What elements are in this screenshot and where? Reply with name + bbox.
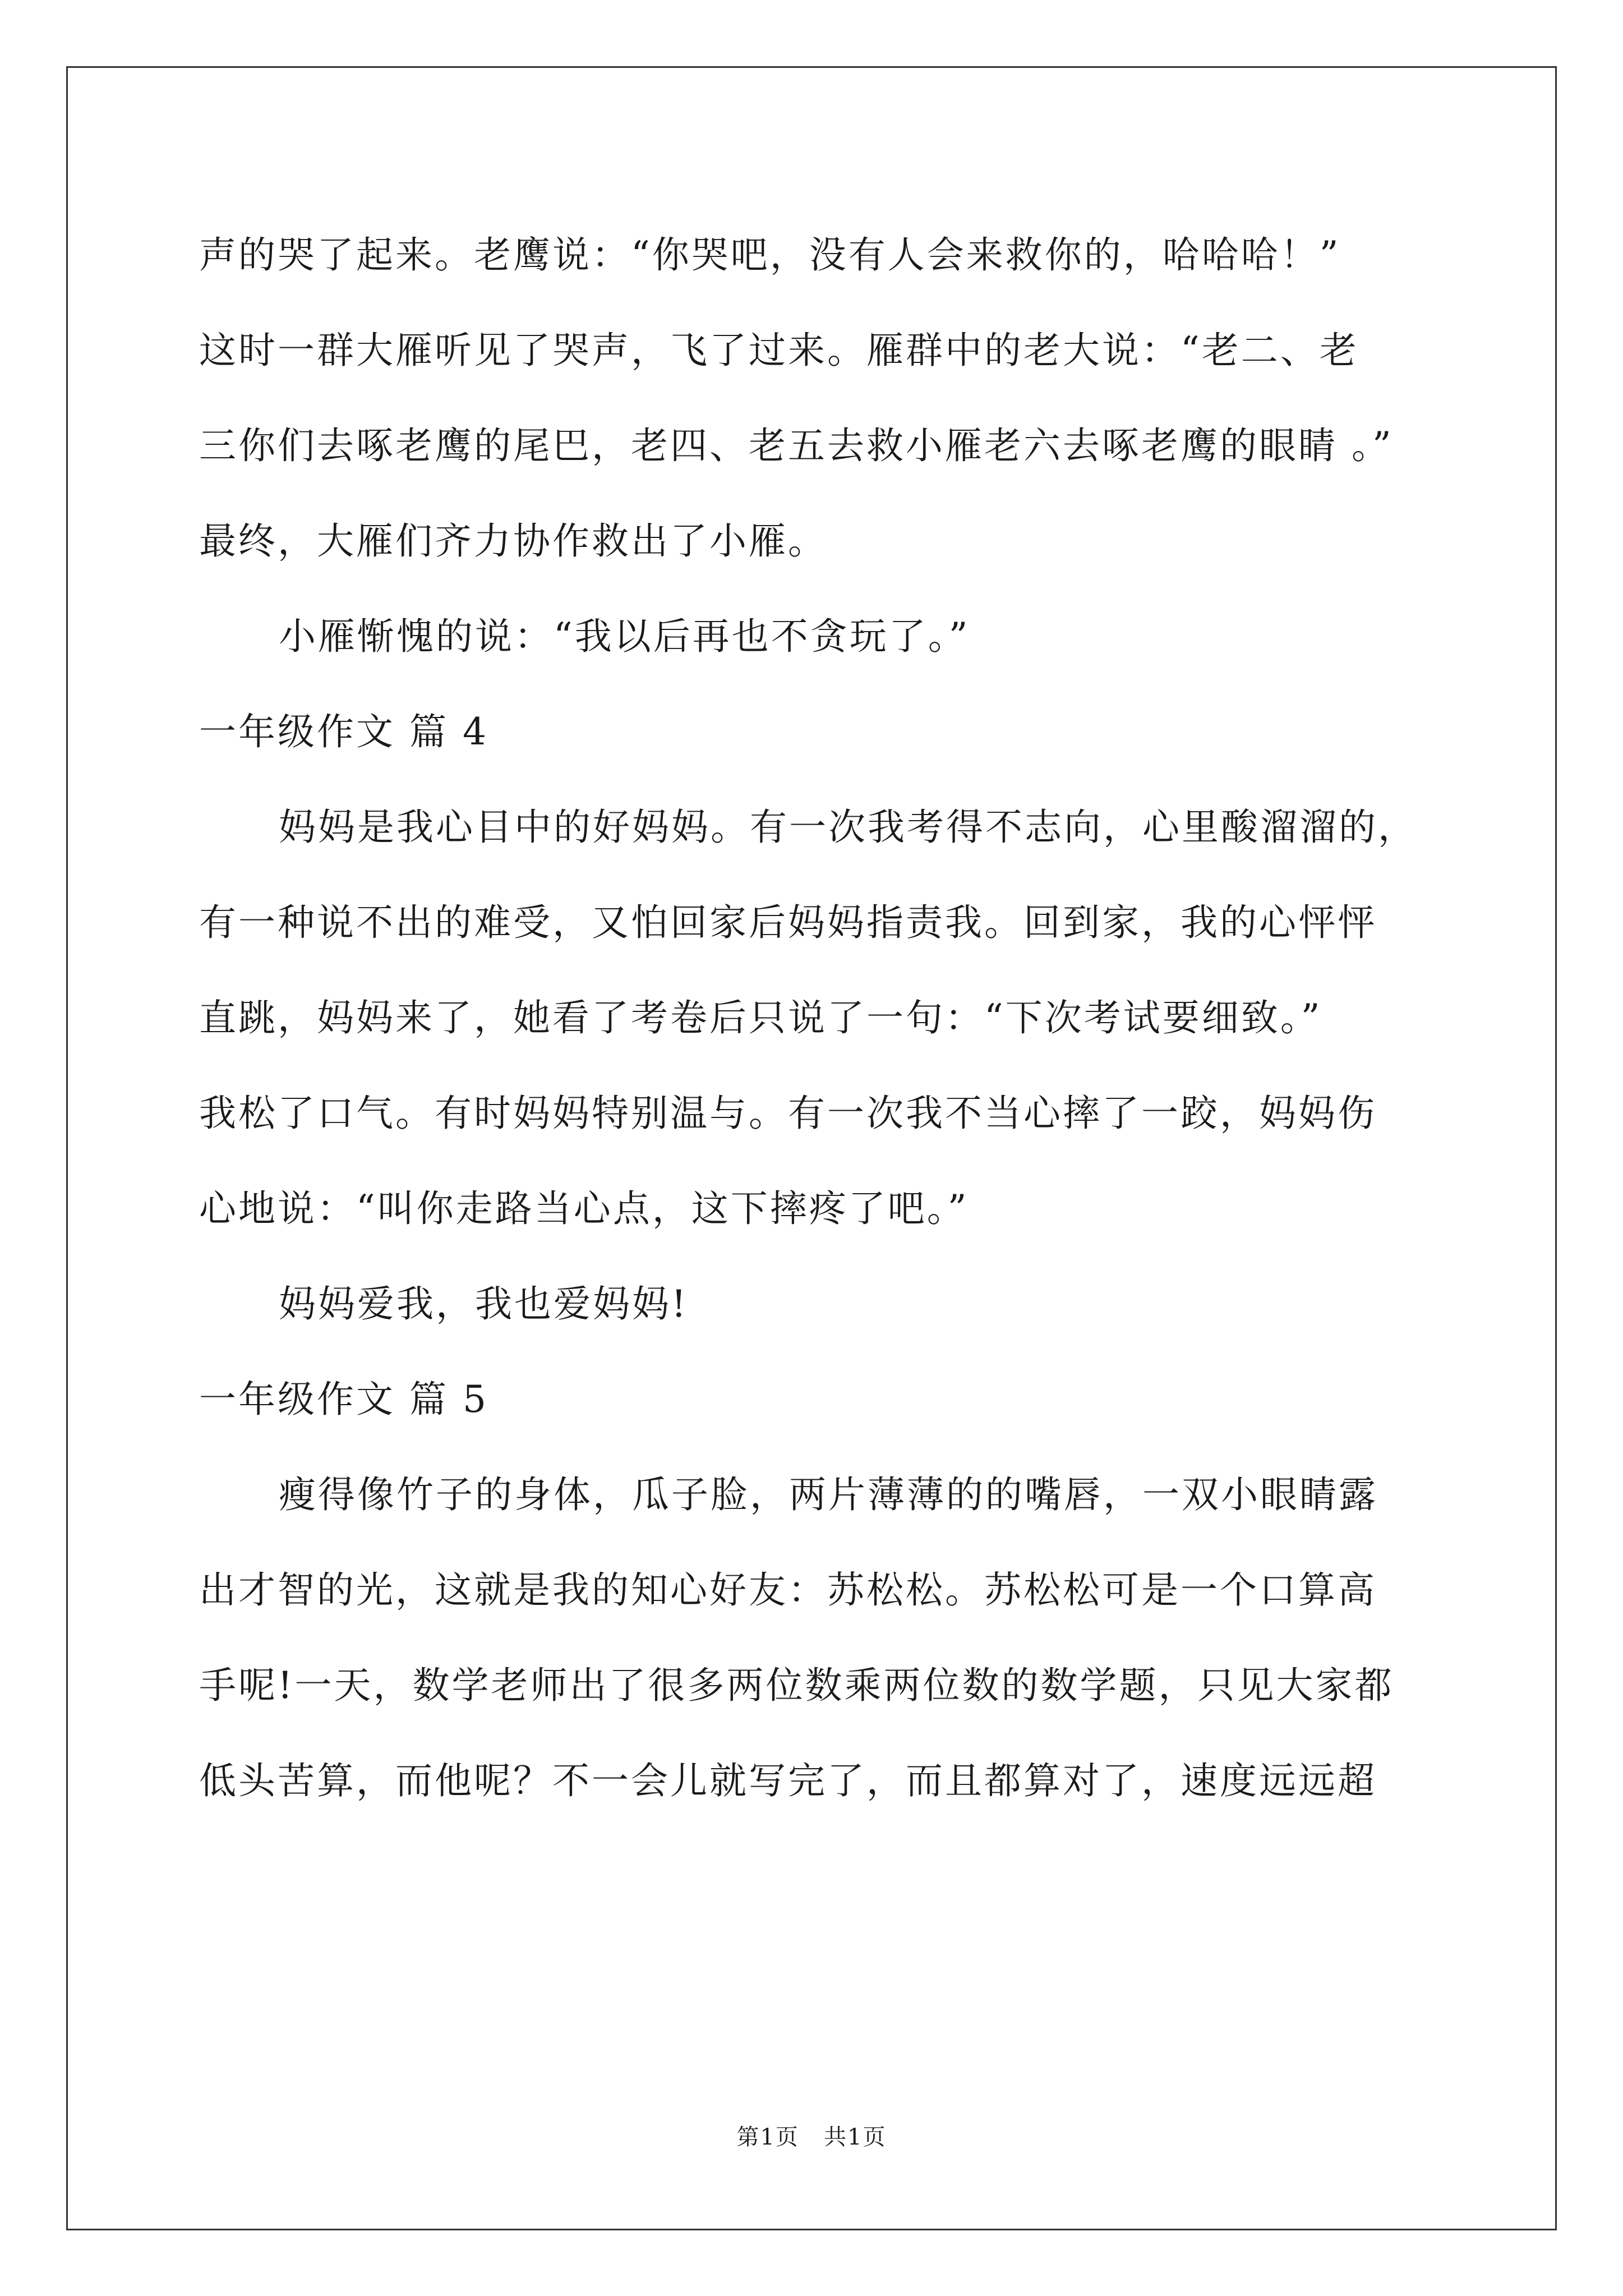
paragraph-line: 瘦得像竹子的身体，瓜子脸，两片薄薄的的嘴唇，一双小眼睛露 <box>279 1473 1378 1516</box>
paragraph-line: 妈妈是我心目中的好妈妈。有一次我考得不志向，心里酸溜溜的， <box>279 806 1417 849</box>
paragraph-line: 三你们去啄老鹰的尾巴，老四、老五去救小雁老六去啄老鹰的眼睛 。” <box>199 424 1394 467</box>
document-body <box>199 208 1500 1829</box>
paragraph-line: 有一种说不出的难受，又怕回家后妈妈指责我。回到家，我的心怦怦 <box>199 901 1377 944</box>
paragraph-line: 我松了口气。有时妈妈特别温与。有一次我不当心摔了一跤，妈妈伤 <box>199 1092 1377 1135</box>
paragraph-line: 心地说：“叫你走路当心点，这下摔疼了吧。” <box>199 1187 969 1230</box>
paragraph-line: 妈妈爱我，我也爱妈妈! <box>279 1282 689 1326</box>
page-footer: 第1页 共1页 <box>736 2124 887 2150</box>
section-heading: 一年级作文 篇 4 <box>199 710 488 753</box>
paragraph-line: 手呢!一天，数学老师出了很多两位数乘两位数的数学题，只见大家都 <box>199 1664 1394 1707</box>
paragraph-line: 这时一群大雁听见了哭声，飞了过来。雁群中的老大说：“老二、老 <box>199 329 1359 372</box>
paragraph-line: 低头苦算，而他呢？不一会儿就写完了，而且都算对了，速度远远超 <box>199 1759 1377 1802</box>
section-heading: 一年级作文 篇 5 <box>199 1378 488 1421</box>
paragraph-line: 声的哭了起来。老鹰说：“你哭吧，没有人会来救你的，哈哈哈！” <box>199 233 1341 277</box>
paragraph-line: 小雁惭愧的说：“我以后再也不贪玩了。” <box>279 615 970 658</box>
paragraph-line: 直跳，妈妈来了，她看了考卷后只说了一句：“下次考试要细致。” <box>199 996 1322 1039</box>
paragraph-line: 最终，大雁们齐力协作救出了小雁。 <box>199 519 827 563</box>
paragraph-line: 出才智的光，这就是我的知心好友：苏松松。苏松松可是一个口算高 <box>199 1568 1377 1612</box>
